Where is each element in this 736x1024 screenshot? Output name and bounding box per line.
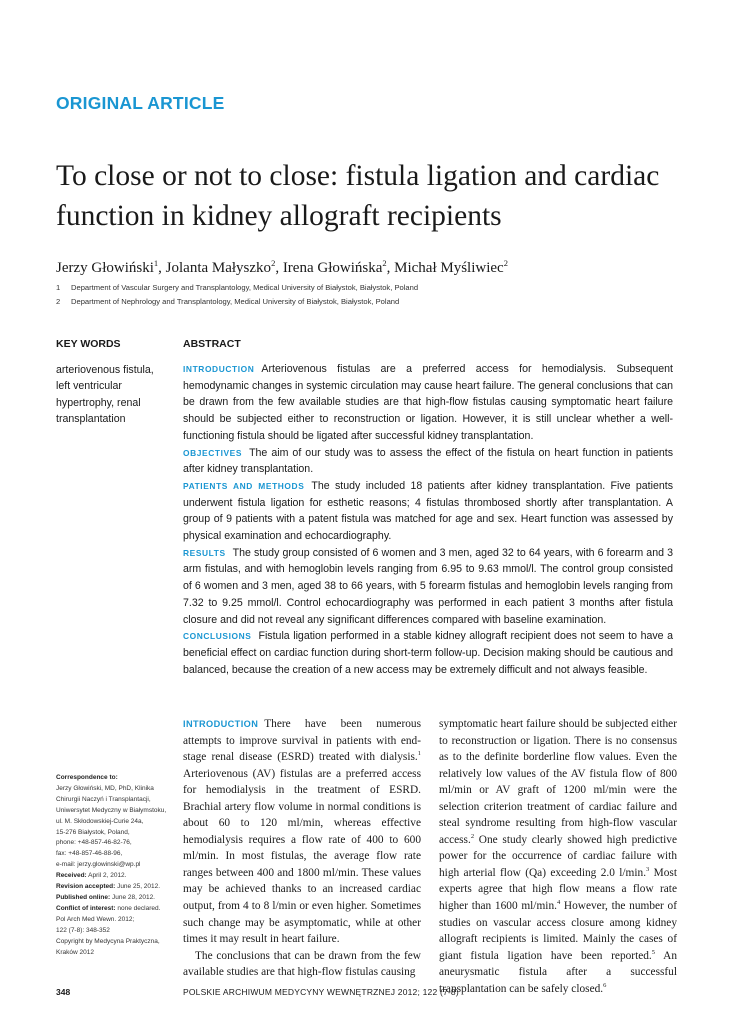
body-paragraph bbox=[439, 716, 677, 997]
article-type-label: ORIGINAL ARTICLE bbox=[56, 93, 225, 113]
citation-ref: 3 bbox=[646, 866, 650, 874]
correspondence-text: ul. M. Skłodowskiej-Curie 24a, bbox=[56, 817, 144, 825]
correspondence-line bbox=[56, 926, 172, 937]
author-affiliation-mark: 2 bbox=[382, 258, 387, 268]
correspondence-line bbox=[56, 784, 172, 795]
citation-ref: 5 bbox=[651, 948, 656, 956]
abstract-section-label: PATIENTS AND METHODS bbox=[183, 480, 305, 491]
author-name: Jerzy Głowiński bbox=[56, 260, 154, 276]
affiliation-number: 1 bbox=[56, 283, 61, 292]
body-paragraph bbox=[183, 948, 421, 981]
correspondence-line bbox=[56, 828, 172, 839]
body-column-left bbox=[183, 716, 421, 981]
correspondence-text: Uniwersytet Medyczny w Białymstoku, bbox=[56, 806, 167, 814]
author-affiliation-mark: 2 bbox=[271, 258, 276, 268]
citation-ref: 6 bbox=[603, 981, 607, 989]
correspondence-text: June 28, 2012. bbox=[111, 893, 155, 901]
affiliation-text: Department of Vascular Surgery and Transplantology, Medical University of Białystok, Białystok, Poland bbox=[71, 283, 419, 292]
correspondence-line bbox=[56, 882, 172, 893]
abstract-section bbox=[183, 628, 673, 678]
correspondence-text: 122 (7-8): 348-352 bbox=[56, 926, 110, 934]
abstract-section bbox=[183, 445, 673, 478]
affiliation-text: Department of Nephrology and Transplantology, Medical University of Białystok, Białystok, Poland bbox=[71, 297, 400, 306]
abstract-body bbox=[183, 361, 673, 678]
body-text: The conclusions that can be drawn from the few available studies are that high-flow fistulas causing bbox=[183, 949, 421, 979]
correspondence-line bbox=[56, 948, 172, 959]
abstract-section bbox=[183, 361, 673, 445]
abstract-section-label: RESULTS bbox=[183, 547, 226, 558]
body-text: symptomatic heart failure should be subjected either to reconstruction or ligation. There is no consensus as to the definite borderline flow values. Even the relatively low values of the AV fistula flow of 800 ml/min or AV graft of 1200 ml/min were the selection criterion treatment of cardiac failure and steal syndrome resulting from high-flow vascular access. bbox=[439, 718, 677, 846]
abstract-section-text: Arteriovenous fistulas are a preferred access for hemodialysis. Subsequent hemodynamic changes in systemic circulation may cause heart failure. The general conclusions that can be drawn from the few available studies are that high-flow fistulas causing symptomatic heart failure should be subjected either to reconstruction or ligation. However, it is still unclear whether a well-functioning fistula should be ligated after successful kidney transplantation. bbox=[183, 363, 673, 442]
article-title: To close or not to close: fistula ligation and cardiac function in kidney allograft recipients bbox=[56, 160, 660, 232]
author-name: Michał Myśliwiec bbox=[394, 260, 504, 276]
body-text: An aneurysmatic fistula after a successful transplantation can be safely closed. bbox=[439, 949, 678, 995]
author-list: Jerzy Głowiński$^1$, Jolanta Małyszko$^2$, Irena Głowińska$^2$, Michał Myśliwiec$^2$ bbox=[56, 258, 508, 276]
correspondence-text: Kraków 2012 bbox=[56, 948, 94, 956]
citation-ref: 2 bbox=[470, 833, 475, 841]
correspondence-label: Published online: bbox=[56, 893, 111, 901]
body-text: One study clearly showed high predictive power for the occurrence of cardiac failure with high arterial flow (Qa) exceeding 2.0 l/min. bbox=[439, 833, 677, 879]
correspondence-text: June 25, 2012. bbox=[117, 883, 161, 891]
correspondence-line bbox=[56, 915, 172, 926]
abstract-section-text: The aim of our study was to assess the effect of the fistula on heart function in patients after kidney transplantation. bbox=[183, 446, 673, 476]
abstract-section-text: Fistula ligation performed in a stable kidney allograft recipient does not seem to have a beneficial effect on cardiac function during short-term follow-up. Decision making should be cautious and balanced, because the creation of a new access may be extremely difficult and not always feasible. bbox=[183, 630, 673, 676]
citation-ref: 1 bbox=[417, 750, 421, 758]
citation-ref: 4 bbox=[556, 899, 561, 907]
author-name: Irena Głowińska bbox=[282, 260, 383, 276]
author-name: Jolanta Małyszko bbox=[165, 260, 272, 276]
abstract-section bbox=[183, 545, 673, 629]
section-heading-introduction: INTRODUCTION bbox=[183, 719, 259, 729]
correspondence-text: e-mail: jerzy.glowinski@wp.pl bbox=[56, 861, 141, 869]
correspondence-line bbox=[56, 904, 172, 915]
correspondence-text: Pol Arch Med Wewn. 2012; bbox=[56, 915, 135, 923]
author-affiliation-mark: 1 bbox=[153, 258, 159, 268]
journal-footer: POLSKIE ARCHIWUM MEDYCYNY WEWNĘTRZNEJ 2012; 122 (7-8) bbox=[183, 987, 459, 997]
body-text: Most experts agree that high flow means a flow rate higher than 1600 ml/min. bbox=[439, 866, 677, 913]
abstract-section-text: The study group consisted of 6 women and 3 men, aged 32 to 64 years, with 6 forearm and 3 arm fistulas, and with hemoglobin levels ranging from 6.95 to 9.63 mmol/l. The control group consisted of 6 women and 3 men, aged 38 to 66 years, with 5 forearm fistulas and hemoglobin levels ranging from 7.32 to 9.25 mmol/l. Control echocardiography was performed in each patient 3 months after fistula closure and did not reveal any significant differences compared with baseline examination. bbox=[183, 546, 673, 626]
abstract-section-text: The study included 18 patients after kidney transplantation. Five patients underwent fistula ligation for esthetic reasons; 4 fistulas thrombosed shortly after transplantation. A group of 9 patients with a patent fistula was matched for age and sex. Heart function was assessed by physical examination and echocardiography. bbox=[183, 479, 674, 543]
body-text: However, the number of studies on vascular access closure among kidney allograft recipients is limited. Mainly the cases of giant fistula ligation have been reported. bbox=[439, 900, 677, 962]
correspondence-text: Jerzy Głowiński, MD, PhD, Klinika bbox=[56, 784, 154, 792]
correspondence-line bbox=[56, 838, 172, 849]
page-number: 348 bbox=[56, 987, 71, 997]
keywords-list: arteriovenous fistula, left ventricular hypertrophy, renal transplantation bbox=[56, 364, 154, 426]
correspondence-label: Received: bbox=[56, 872, 87, 880]
correspondence-text: Copyright by Medycyna Praktyczna, bbox=[56, 937, 160, 945]
correspondence-text: fax: +48-857-46-88-96, bbox=[56, 850, 123, 858]
author-affiliation-mark: 2 bbox=[503, 258, 508, 268]
correspondence-text: April 2, 2012. bbox=[88, 872, 127, 880]
correspondence-line bbox=[56, 849, 172, 860]
affiliation-line bbox=[56, 283, 418, 292]
body-column-right bbox=[439, 716, 677, 997]
affiliation-number: 2 bbox=[56, 297, 61, 306]
correspondence-line bbox=[56, 893, 172, 904]
correspondence-line bbox=[56, 795, 172, 806]
abstract-section-label: CONCLUSIONS bbox=[183, 631, 252, 642]
correspondence-text: phone: +48-857-46-82-76, bbox=[56, 839, 132, 847]
correspondence-text: Chirurgii Naczyń i Transplantacji, bbox=[56, 795, 151, 803]
body-text: There have been numerous attempts to improve survival in patients with end-stage renal disease (ESRD) treated with dialysis. bbox=[183, 718, 421, 764]
correspondence-line bbox=[56, 937, 172, 948]
correspondence-block bbox=[56, 773, 172, 958]
correspondence-line bbox=[56, 806, 172, 817]
abstract-section bbox=[183, 478, 673, 545]
correspondence-line bbox=[56, 773, 172, 784]
correspondence-line bbox=[56, 860, 172, 871]
abstract-heading: ABSTRACT bbox=[183, 338, 241, 350]
correspondence-label: Revision accepted: bbox=[56, 883, 116, 891]
keywords-heading: KEY WORDS bbox=[56, 338, 121, 350]
correspondence-line bbox=[56, 871, 172, 882]
abstract-section-label: OBJECTIVES bbox=[183, 447, 243, 458]
correspondence-label: Conflict of interest: bbox=[56, 904, 116, 912]
correspondence-line bbox=[56, 817, 172, 828]
body-paragraph bbox=[183, 716, 421, 948]
affiliation-line bbox=[56, 297, 399, 306]
body-text: Arteriovenous (AV) fistulas are a preferred access for hemodialysis in the treatment of ESRD. Brachial artery flow volume in normal conditions is about 60 to 120 ml/min, whereas effective hemodialysis requires a flow rate of 400 to 600 ml/min. In most fistulas, the average flow rate ranges between 400 and 1800 ml/min. These values may be achieved thanks to an increased cardiac output, from 4 to 8 l/min or even higher. Sometimes such change may be asymptomatic, while at other times it may result in heart failure. bbox=[183, 767, 421, 946]
correspondence-label: Correspondence to: bbox=[56, 774, 118, 781]
correspondence-text: none declared. bbox=[117, 904, 161, 912]
correspondence-text: 15-276 Białystok, Poland, bbox=[56, 828, 130, 836]
abstract-section-label: INTRODUCTION bbox=[183, 364, 255, 374]
